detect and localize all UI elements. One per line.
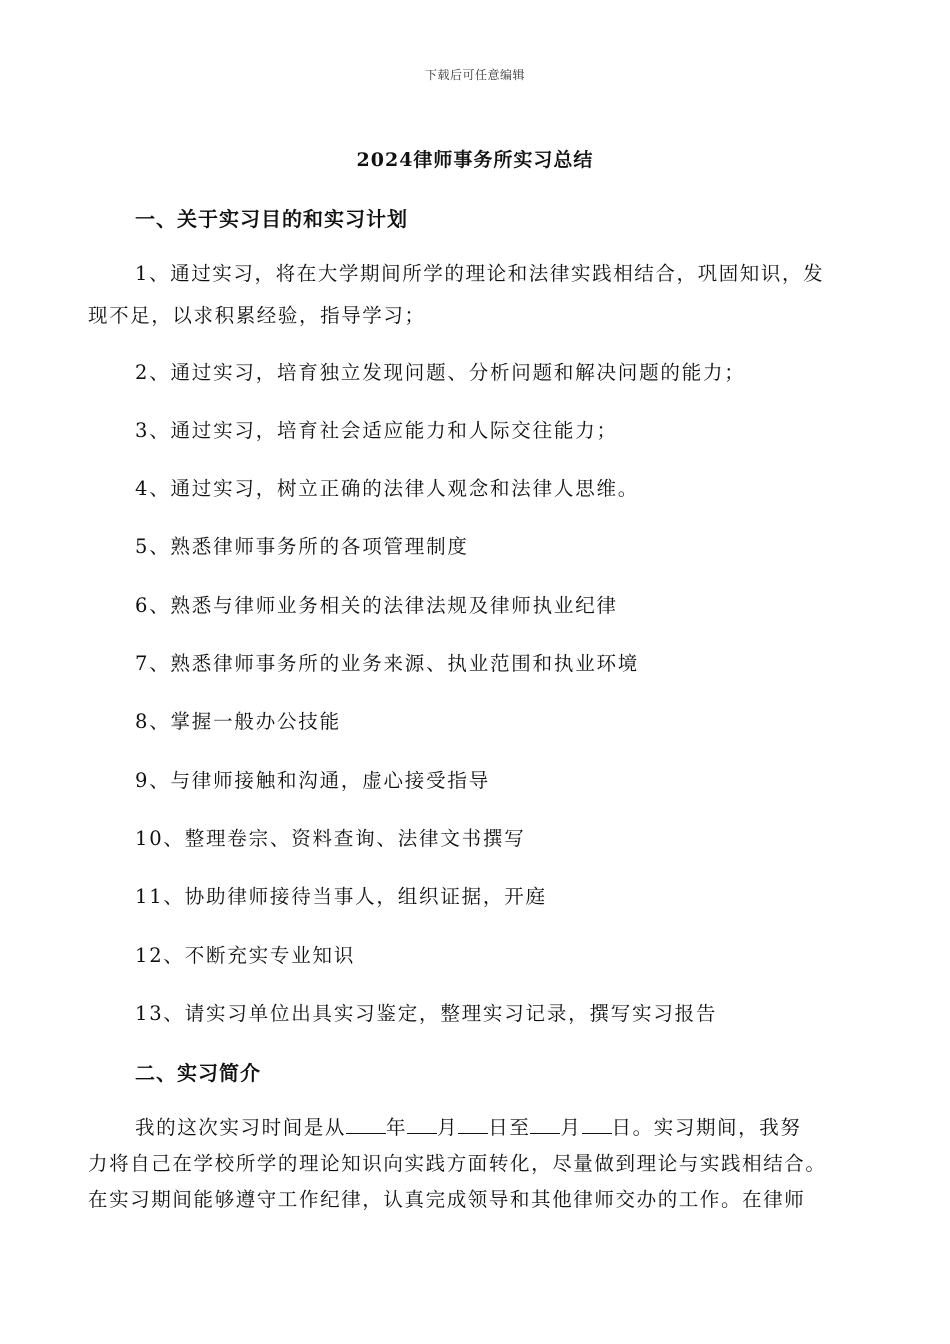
list-item: 9、与律师接触和沟通，虚心接受指导 [135,769,491,792]
list-item: 11、协助律师接待当事人，组织证据，开庭 [135,885,547,908]
item-1-line-2: 现不足，以求积累经验，指导学习； [88,304,426,327]
list-item: 5、熟悉律师事务所的各项管理制度 [135,535,469,558]
list-item: 4、通过实习，树立正确的法律人观念和法律人思维。 [135,477,640,500]
list-item: 7、熟悉律师事务所的业务来源、执业范围和执业环境 [135,652,640,675]
list-item: 10、整理卷宗、资料查询、法律文书撰写 [135,827,526,850]
blank-line [346,1115,386,1134]
document-title: 2024律师事务所实习总结 [356,149,594,171]
section-heading-2: 二、实习简介 [135,1061,261,1085]
blank-line [458,1115,488,1134]
list-item: 6、熟悉与律师业务相关的法律法规及律师执业纪律 [135,594,618,617]
list-item: 2、通过实习，培育独立发现问题、分析问题和解决问题的能力； [135,361,746,384]
list-item: 8、掌握一般办公技能 [135,710,341,733]
para-line-3: 在实习期间能够遵守工作纪律，认真完成领导和其他律师交办的工作。在律师 [88,1188,806,1211]
blank-line [530,1115,560,1134]
list-item: 12、不断充实专业知识 [135,944,356,967]
list-item: 13、请实习单位出具实习鉴定，整理实习记录，撰写实习报告 [135,1002,718,1025]
list-item: 3、通过实习，培育社会适应能力和人际交往能力； [135,419,618,442]
para-line-2: 力将自己在学校所学的理论知识向实践方面转化，尽量做到理论与实践相结合。 [88,1152,827,1175]
header-note: 下载后可任意编辑 [424,68,525,82]
para-line-1: 我的这次实习时间是从 年 月 日至 月 日。实习期间，我努 [135,1116,802,1139]
list-item [88,256,863,334]
blank-line [407,1115,437,1134]
intro-paragraph [88,1110,863,1218]
blank-line [582,1115,612,1134]
item-1-line-1: 1、通过实习，将在大学期间所学的理论和法律实践相结合，巩固知识，发 [135,262,825,285]
section-heading-1: 一、关于实习目的和实习计划 [135,207,408,231]
